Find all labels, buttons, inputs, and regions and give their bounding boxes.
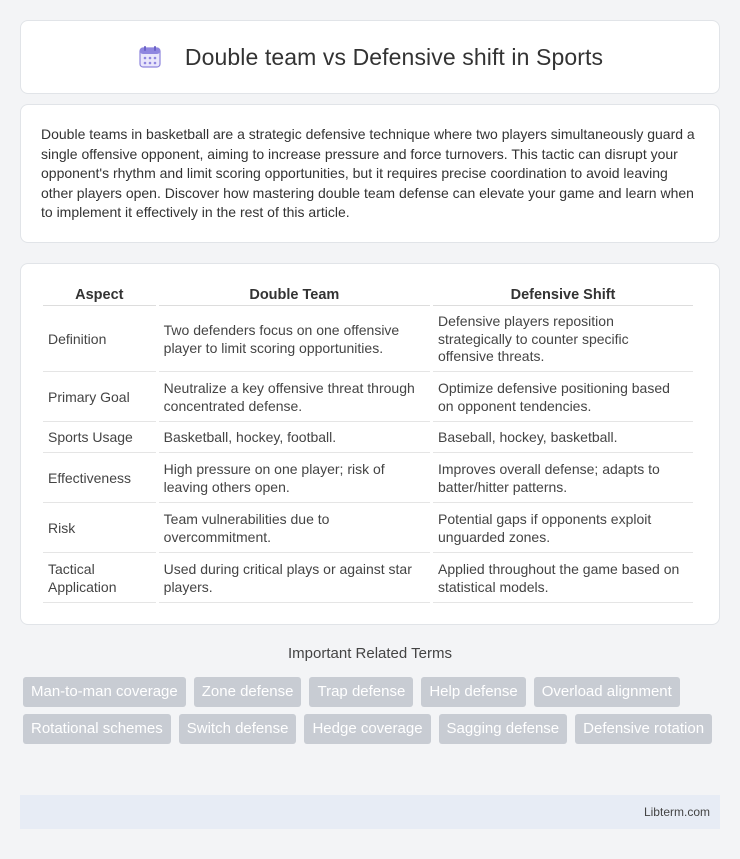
table-cell-defensive-shift: Defensive players reposition strategically to counter specific offensive threats. [433,308,693,372]
table-header-row [43,284,693,306]
table-cell-aspect: Risk [43,505,156,553]
table-cell-defensive-shift: Improves overall defense; adapts to batter/hitter patterns. [433,455,693,503]
column-header-defensive-shift: Defensive Shift [433,284,693,306]
table-cell-aspect: Sports Usage [43,424,156,453]
related-term-tag[interactable]: Sagging defense [439,714,568,744]
table-row [43,505,693,553]
table-row [43,374,693,422]
related-term-tag[interactable]: Rotational schemes [23,714,171,744]
table-cell-defensive-shift: Applied throughout the game based on statistical models. [433,555,693,603]
table-cell-double-team: Two defenders focus on one offensive player to limit scoring opportunities. [159,308,430,372]
table-cell-double-team: Basketball, hockey, football. [159,424,430,453]
table-cell-defensive-shift: Baseball, hockey, basketball. [433,424,693,453]
table-cell-double-team: High pressure on one player; risk of leaving others open. [159,455,430,503]
table-cell-aspect: Definition [43,308,156,372]
related-terms-tags [23,677,723,744]
table-cell-aspect: Tactical Application [43,555,156,603]
related-term-tag[interactable]: Switch defense [179,714,297,744]
column-header-double-team: Double Team [159,284,430,306]
table-cell-double-team: Team vulnerabilities due to overcommitment. [159,505,430,553]
comparison-table-card [20,263,720,625]
table-cell-aspect: Effectiveness [43,455,156,503]
table-row [43,308,693,372]
table-cell-defensive-shift: Potential gaps if opponents exploit unguarded zones. [433,505,693,553]
related-term-tag[interactable]: Man-to-man coverage [23,677,186,707]
table-row [43,455,693,503]
column-header-aspect: Aspect [43,284,156,306]
related-term-tag[interactable]: Hedge coverage [304,714,430,744]
table-cell-double-team: Used during critical plays or against star players. [159,555,430,603]
comparison-table [40,282,696,605]
related-term-tag[interactable]: Trap defense [309,677,413,707]
page-title: Double team vs Defensive shift in Sports [184,43,604,70]
footer [20,795,720,829]
table-cell-aspect: Primary Goal [43,374,156,422]
intro-text: Double teams in basketball are a strategic defensive technique where two players simultaneously guard a single offensive opponent, aiming to increase pressure and force turnovers. This tactic can disrupt your opponent's rhythm and limit scoring opportunities, but it requires precise coordination to avoid leaving other players open. Discover how mastering double team defense can elevate your game and learn when to implement it effectively in the rest of this article. [41,126,695,221]
table-row [43,424,693,453]
header-card [20,20,720,94]
related-terms-title: Important Related Terms [288,645,452,662]
related-term-tag[interactable]: Help defense [421,677,525,707]
related-term-tag[interactable]: Overload alignment [534,677,680,707]
related-term-tag[interactable]: Zone defense [194,677,302,707]
calendar-icon [137,44,163,70]
table-row [43,555,693,603]
table-cell-double-team: Neutralize a key offensive threat through concentrated defense. [159,374,430,422]
footer-site-link[interactable]: Libterm.com [643,805,710,819]
intro-card [20,104,720,243]
related-term-tag[interactable]: Defensive rotation [575,714,712,744]
table-cell-defensive-shift: Optimize defensive positioning based on opponent tendencies. [433,374,693,422]
